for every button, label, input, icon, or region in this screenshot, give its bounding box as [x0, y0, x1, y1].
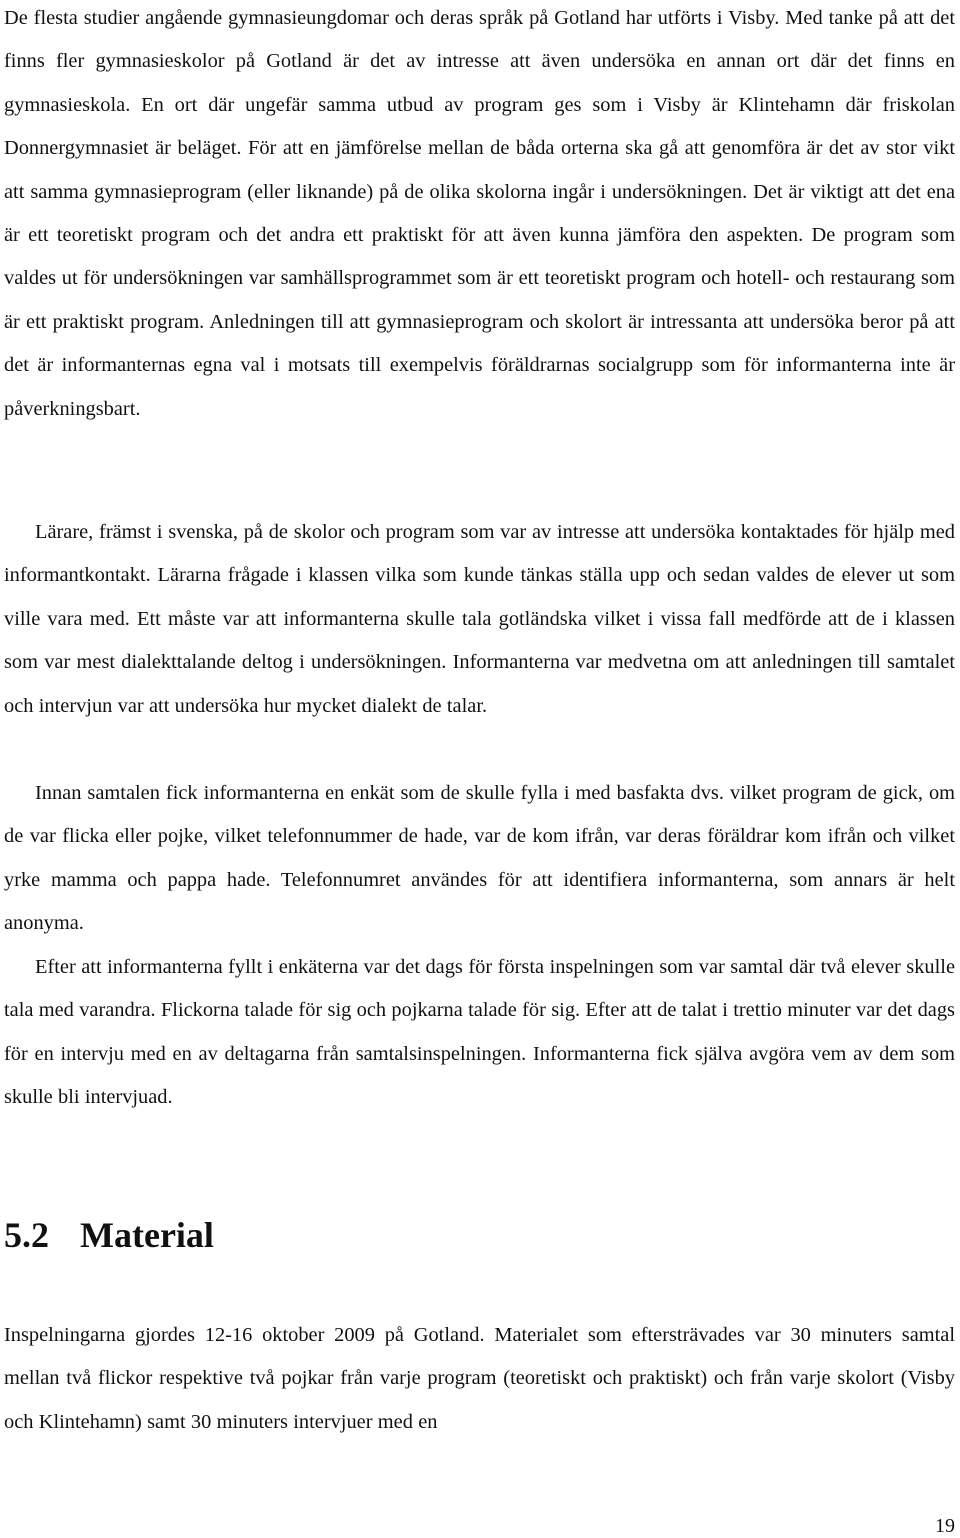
document-page: [4, 0, 955, 1537]
body-paragraph: Innan samtalen fick informanterna en enkät som de skulle fylla i med basfakta dvs. vilket program de gick, om de var flicka eller pojke, vilket telefonnummer de hade, var de kom ifrån, var deras föräldrar kom ifrån och vilket yrke mamma och pappa hade. Telefonnumret användes för att identifiera informanterna, som annars är helt anonyma.: [4, 782, 955, 935]
page-number: 19: [935, 1515, 955, 1537]
body-paragraph: Efter att informanterna fyllt i enkäterna var det dags för första inspelningen som var samtal där två elever skulle tala med varandra. Flickorna talade för sig och pojkarna talade för sig. Efter att de talat i trettio minuter var det dags för en intervju med en av deltagarna från samtalsinspelningen. Informanterna fick själva avgöra vem av dem som skulle bli intervjuad.: [4, 956, 955, 1109]
section-paragraph: Inspelningarna gjordes 12-16 oktober 2009 på Gotland. Materialet som eftersträvades var 30 minuters samtal mellan två flickor respektive två pojkar från varje program (teoretiskt och praktiskt) och från varje skolort (Visby och Klintehamn) samt 30 minuters intervjuer med en: [4, 1324, 955, 1433]
section-number: 5.2: [4, 1215, 49, 1255]
body-paragraph: Lärare, främst i svenska, på de skolor och program som var av intresse att undersöka kontaktades för hjälp med informantkontakt. Lärarna frågade i klassen vilka som kunde tänkas ställa upp och sedan valdes de elever ut som ville vara med. Ett måste var att informanterna skulle tala gotländska vilket i vissa fall medförde att de i klassen som var mest dialekttalande deltog i undersökningen. Informanterna var medvetna om att anledningen till samtalet och intervjun var att undersöka hur mycket dialekt de talar.: [4, 521, 955, 717]
section-heading: [4, 1210, 214, 1260]
section-title: Material: [80, 1215, 214, 1255]
body-paragraph: De flesta studier angående gymnasieungdomar och deras språk på Gotland har utförts i Visby. Med tanke på att det finns fler gymnasieskolor på Gotland är det av intresse att även undersöka en annan ort där det finns en gymnasieskola. En ort där ungefär samma utbud av program ges som i Visby är Klintehamn där friskolan Donnergymnasiet är beläget. För att en jämförelse mellan de båda orterna ska gå att genomföra är det av stor vikt att samma gymnasieprogram (eller liknande) på de olika skolorna ingår i undersökningen. Det är viktigt att det ena är ett teoretiskt program och det andra ett praktiskt för att även kunna jämföra den aspekten. De program som valdes ut för undersökningen var samhällsprogrammet som är ett teoretiskt program och hotell- och restaurang som är ett praktiskt program. Anledningen till att gymnasieprogram och skolort är intressanta att undersöka beror på att det är informanternas egna val i motsats till exempelvis föräldrarnas socialgrupp som för informanterna inte är påverkningsbart.: [4, 7, 955, 420]
